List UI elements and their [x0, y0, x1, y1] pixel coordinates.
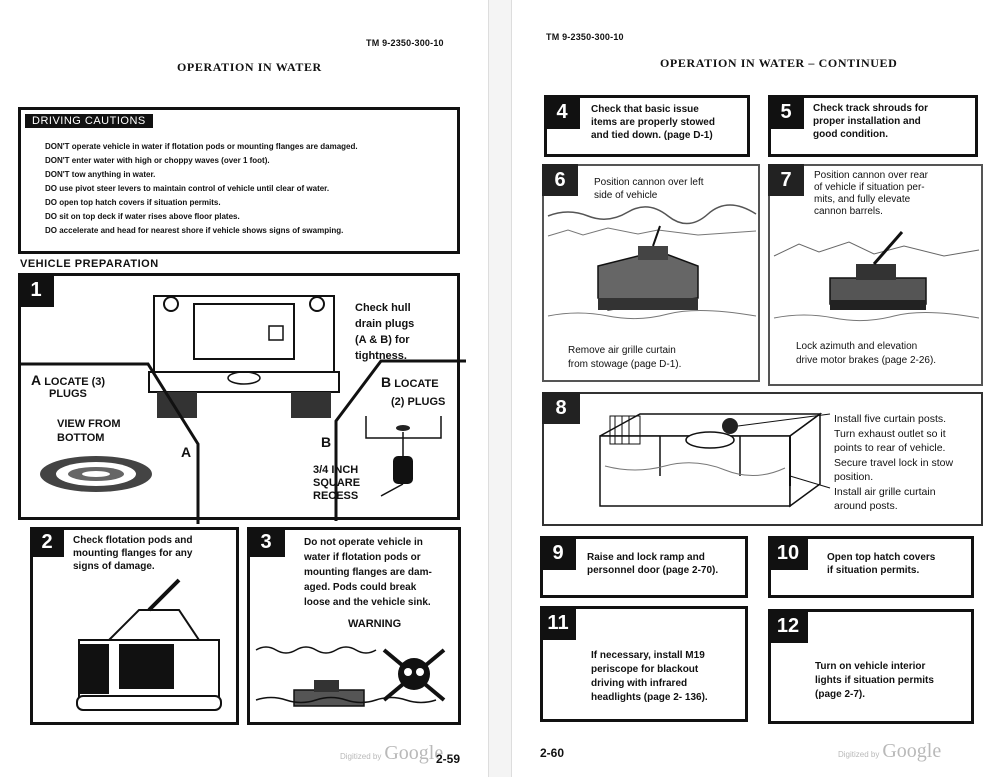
step-number: 9: [540, 536, 576, 570]
step-12-box: [768, 609, 974, 724]
step-number: 11: [540, 606, 576, 640]
driving-cautions-heading: DRIVING CAUTIONS: [25, 114, 153, 128]
caution-item: DO open top hatch covers if situation permits.: [45, 198, 221, 207]
drain-plug-bottom-icon: [37, 452, 155, 496]
tm-number: TM 9-2350-300-10: [546, 32, 624, 42]
step-11-text: If necessary, install M19 periscope for blackout driving with infrared headlights (page 2- 136).: [591, 650, 708, 703]
warning-label: WARNING: [348, 618, 402, 630]
step-2-text: Check flotation pods and mounting flanges for any signs of damage.: [73, 535, 193, 572]
step-10-box: [768, 536, 974, 598]
step-5-text: Check track shrouds for proper installation and good condition.: [813, 103, 929, 140]
step-7-text: Position cannon over rear of vehicle if situation per- mits, and fully elevate cannon barrels.: [814, 170, 928, 217]
callout-b-plugs: (2) PLUGS: [391, 396, 446, 408]
step-number: 10: [768, 536, 808, 570]
book-gutter: [488, 0, 512, 777]
step-5-box: [768, 95, 978, 157]
caution-item: DO use pivot steer levers to maintain control of vehicle until clear of water.: [45, 184, 330, 193]
caution-item: DO sit on top deck if water rises above floor plates.: [45, 212, 240, 221]
page-number: 2-60: [540, 746, 565, 760]
vehicle-rear-cannon-illustration: [774, 226, 979, 326]
driving-cautions-box: [18, 107, 460, 254]
view-from-label: VIEW FROM: [57, 418, 121, 430]
curtain-posts-illustration: [600, 406, 830, 516]
vehicle-preparation-heading: VEHICLE PREPARATION: [20, 258, 159, 270]
google-watermark: Digitized by Google: [838, 740, 942, 762]
bottom-label: BOTTOM: [57, 432, 105, 444]
step-9-box: [540, 536, 748, 598]
step-3-text: Do not operate vehicle in water if flotation pods or mounting flanges are dam- aged. Pods could break loose and the vehicle sink.: [304, 537, 432, 608]
step-12-text: Turn on vehicle interior lights if situation permits (page 2-7).: [815, 661, 934, 700]
step-9-text: Raise and lock ramp and personnel door (page 2-70).: [587, 552, 719, 576]
step-11-box: [540, 606, 748, 722]
step-3-box: [247, 527, 461, 725]
callout-b-label: B LOCATE: [381, 374, 439, 390]
plug-a-pointer-label: A: [181, 444, 192, 460]
page-title: OPERATION IN WATER – CONTINUED: [660, 56, 898, 70]
step-number: 5: [768, 95, 804, 129]
left-page: [0, 0, 488, 777]
step-1-instructions: Check hull drain plugs (A & B) for tightness.: [355, 302, 415, 362]
callout-a-plugs: PLUGS: [49, 388, 87, 400]
step-1-box: [18, 273, 460, 520]
step-number: 2: [30, 527, 64, 557]
step-number: 6: [542, 164, 578, 196]
vehicle-flotation-illustration: [69, 580, 229, 720]
vehicle-terrain-illustration: [548, 206, 756, 334]
caution-item: DON'T enter water with high or choppy waves (over 1 foot).: [45, 156, 270, 165]
tm-number: TM 9-2350-300-10: [366, 38, 444, 48]
step-number: 1: [18, 273, 54, 307]
step-8-text: Install five curtain posts. Turn exhaust outlet so it points to rear of vehicle. Secure travel lock in stow position. Install air grille curtain around posts.: [834, 413, 954, 512]
caution-item: DON'T tow anything in water.: [45, 170, 156, 179]
caution-item: DO accelerate and head for nearest shore if vehicle shows signs of swamping.: [45, 226, 344, 235]
callout-a-label: A LOCATE (3): [31, 372, 106, 388]
step-number: 7: [768, 164, 804, 196]
page-number: 2-59: [436, 752, 461, 766]
step-6-text: Position cannon over left side of vehicle: [594, 177, 704, 201]
step-6-box: [542, 164, 760, 382]
vehicle-sinking-illustration: [254, 630, 454, 720]
recess-label: 3/4 INCH SQUARE RECESS: [313, 464, 361, 502]
caution-item: DON'T operate vehicle in water if flotation pods or mounting flanges are damaged.: [45, 142, 358, 151]
right-page: [512, 0, 1000, 777]
google-watermark: Digitized by Google: [340, 742, 444, 764]
step-4-text: Check that basic issue items are properly stowed and tied down. (page D-1): [591, 104, 715, 141]
step-number: 4: [544, 95, 580, 129]
step-number: 8: [542, 392, 580, 424]
square-plug-icon: [361, 416, 451, 496]
step-6-caption: Remove air grille curtain from stowage (page D-1).: [568, 345, 682, 370]
plug-b-pointer-label: B: [321, 434, 332, 450]
step-4-box: [544, 95, 750, 157]
step-7-caption: Lock azimuth and elevation drive motor brakes (page 2-26).: [796, 341, 937, 366]
step-number: 3: [247, 527, 285, 557]
step-number: 12: [768, 609, 808, 643]
skull-crossbones-icon: [384, 650, 444, 700]
page-title: OPERATION IN WATER: [177, 60, 322, 74]
step-2-box: [30, 527, 239, 725]
step-8-box: [542, 392, 983, 526]
step-10-text: Open top hatch covers if situation permits.: [827, 552, 936, 576]
step-7-box: [768, 164, 983, 386]
